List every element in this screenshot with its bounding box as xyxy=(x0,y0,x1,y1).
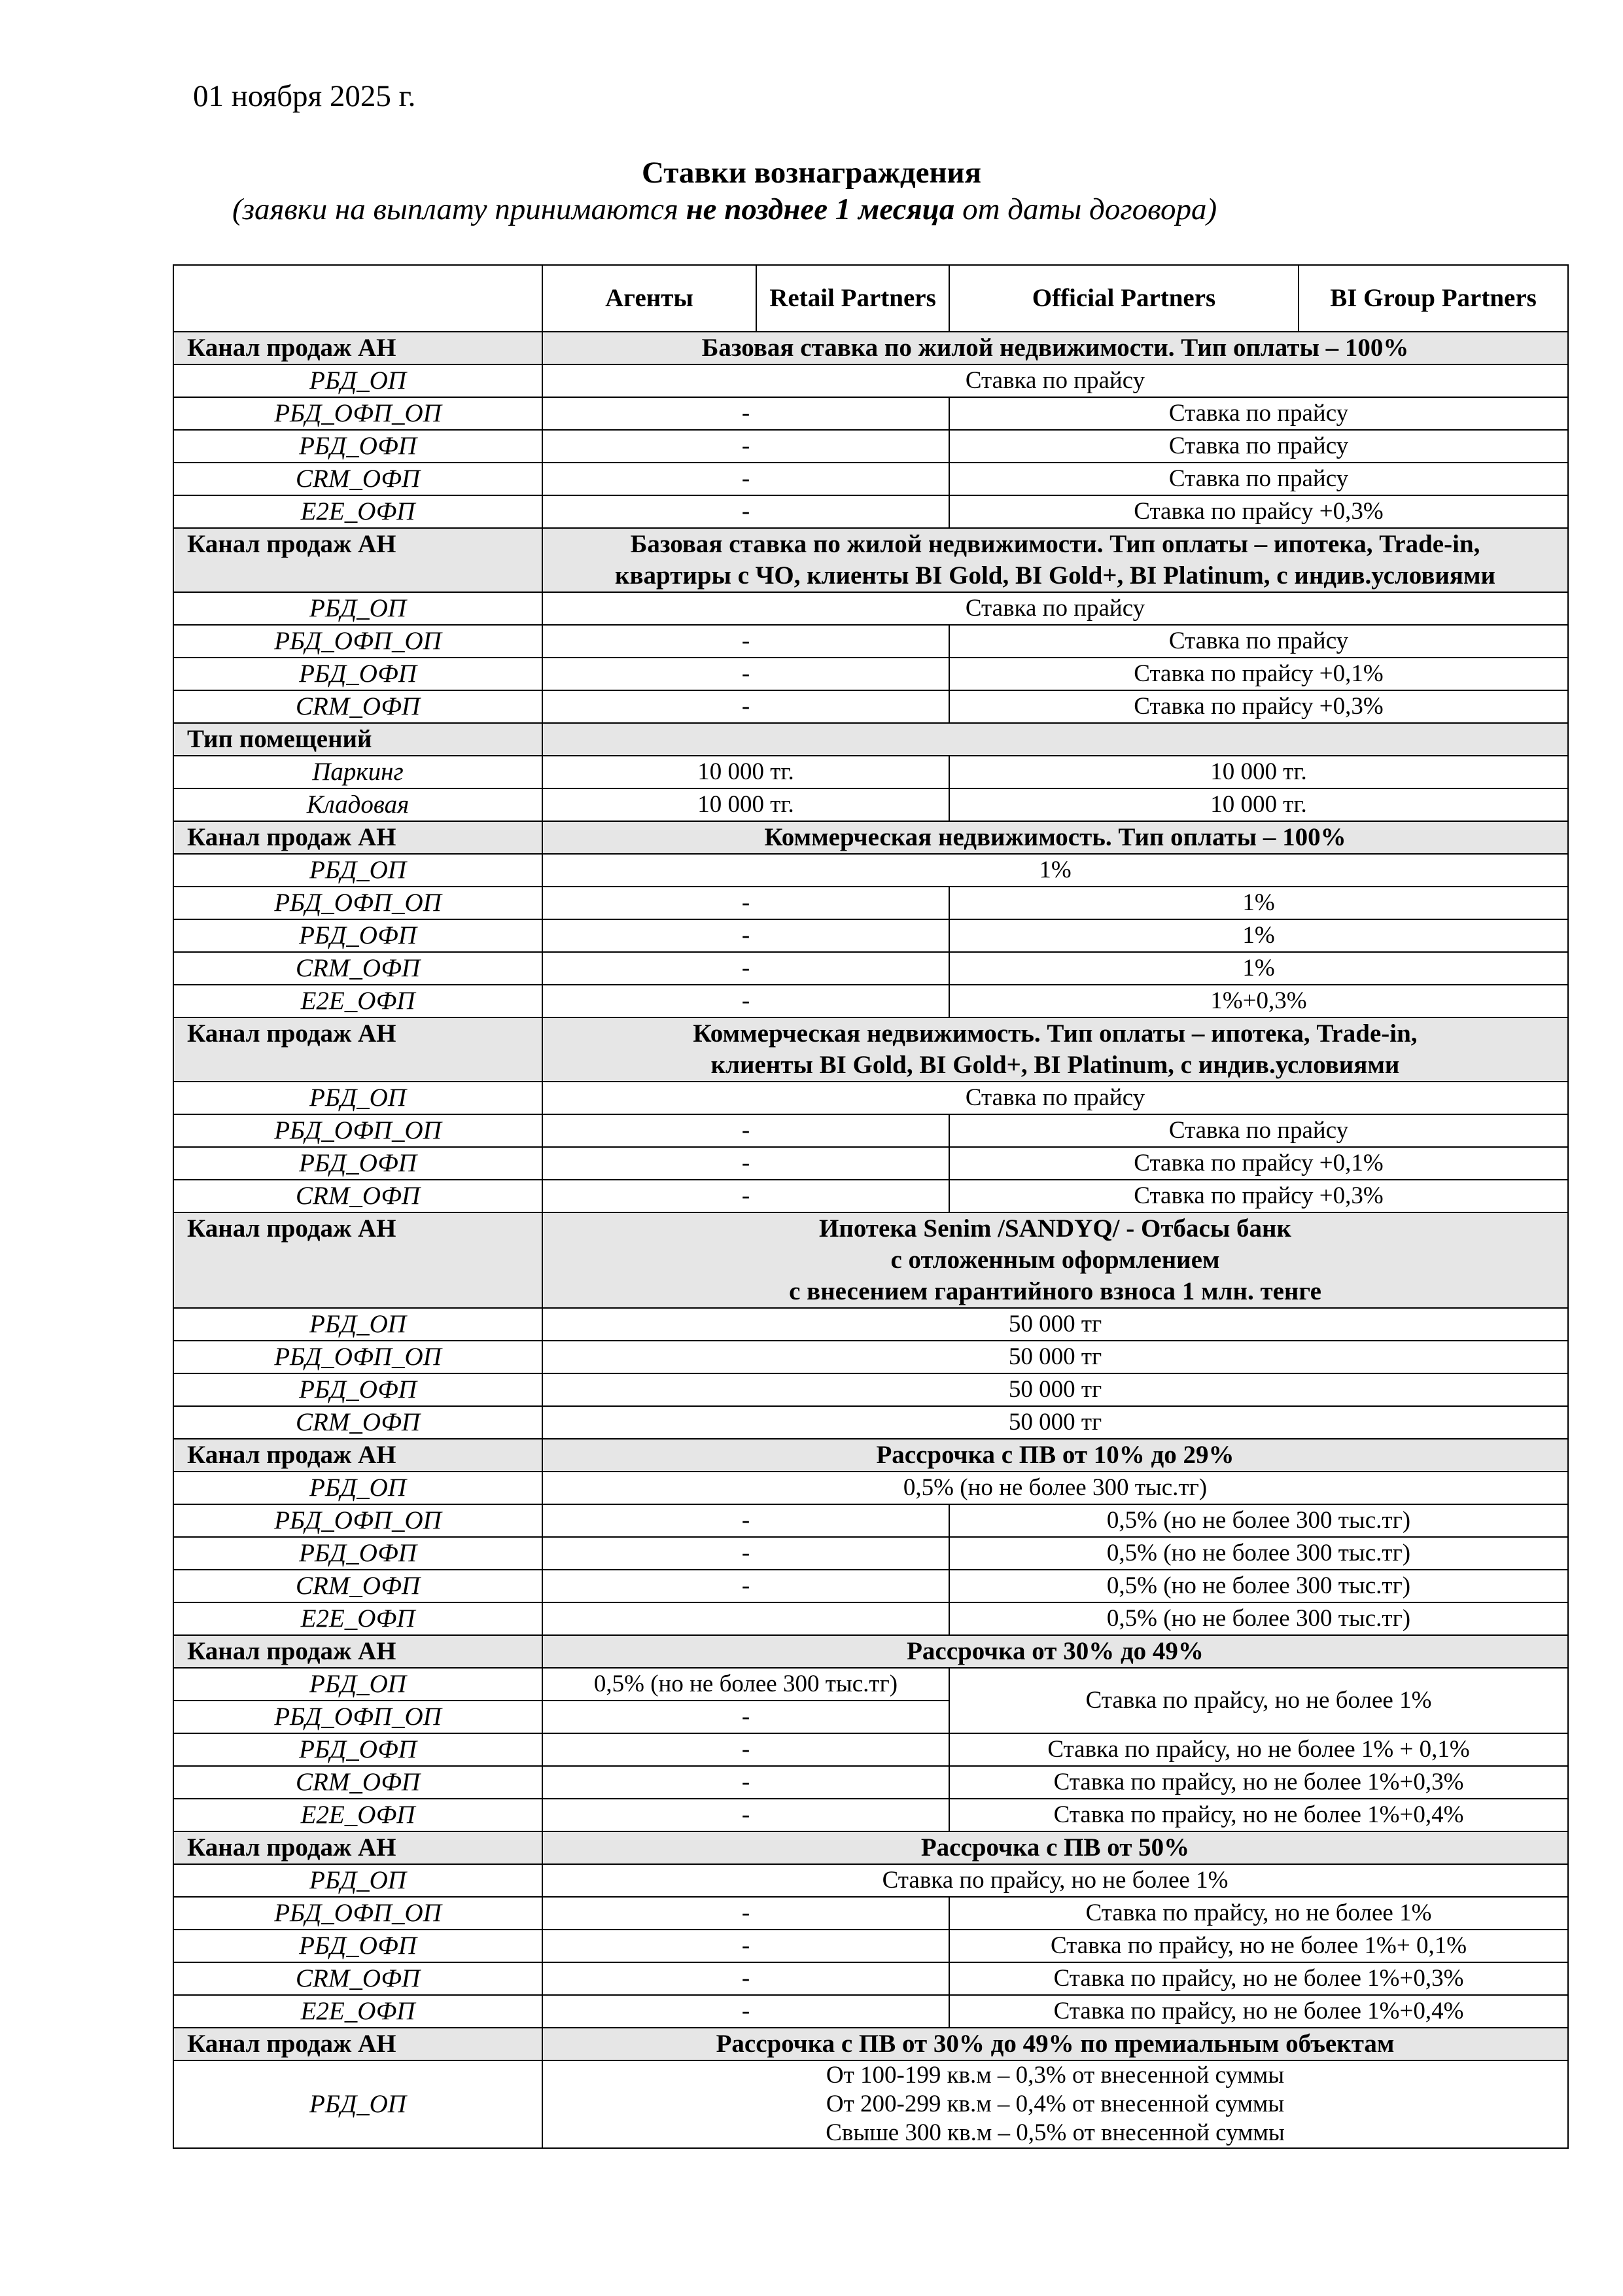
section-label: Канал продаж АН xyxy=(173,1831,542,1864)
section-title-line: квартиры с ЧО, клиенты BI Gold, BI Gold+, BI Platinum, с индив.условиями xyxy=(614,561,1495,590)
rate-cell-agents-retail: - xyxy=(542,1147,949,1180)
channel-cell: РБД_ОП xyxy=(173,592,542,625)
document-subtitle xyxy=(232,192,1217,227)
rate-cell-agents-retail: 10 000 тг. xyxy=(542,756,949,788)
section-title xyxy=(542,2028,1568,2060)
table-row xyxy=(173,788,1568,821)
document-date: 01 ноября 2025 г. xyxy=(193,79,416,113)
channel-cell: РБД_ОФП_ОП xyxy=(173,887,542,919)
channel-cell: РБД_ОФП_ОП xyxy=(173,1897,542,1930)
rate-cell-agents-retail: - xyxy=(542,1114,949,1147)
rate-cell-agents-retail: - xyxy=(542,463,949,495)
table-row xyxy=(173,1147,1568,1180)
rate-cell-all: 1% xyxy=(542,854,1568,887)
table-row xyxy=(173,1962,1568,1995)
rate-cell-agents-retail: - xyxy=(542,952,949,985)
rate-cell-partners: Ставка по прайсу xyxy=(949,397,1568,430)
table-row xyxy=(173,1668,1568,1701)
table-row xyxy=(173,430,1568,463)
section-title xyxy=(542,1212,1568,1308)
table-row xyxy=(173,658,1568,690)
subtitle-pre: (заявки на выплату принимаются xyxy=(232,192,686,226)
section-title-line: клиенты BI Gold, BI Gold+, BI Platinum, с индив.условиями xyxy=(710,1051,1400,1079)
table-row xyxy=(173,756,1568,788)
channel-cell: E2E_ОФП xyxy=(173,1799,542,1831)
rate-cell-partners: Ставка по прайсу, но не более 1% + 0,1% xyxy=(949,1733,1568,1766)
subtitle-post: от даты договора) xyxy=(954,192,1217,226)
rate-cell-partners: Ставка по прайсу +0,1% xyxy=(949,658,1568,690)
channel-cell: РБД_ОФП xyxy=(173,1147,542,1180)
rate-cell-all: Ставка по прайсу xyxy=(542,592,1568,625)
section-header-row xyxy=(173,1017,1568,1082)
channel-cell: РБД_ОФП_ОП xyxy=(173,1504,542,1537)
rate-cell-partners: Ставка по прайсу +0,3% xyxy=(949,495,1568,528)
channel-cell: РБД_ОФП xyxy=(173,1930,542,1962)
channel-cell: CRM_ОФП xyxy=(173,690,542,723)
section-title xyxy=(542,528,1568,592)
section-title-line: Базовая ставка по жилой недвижимости. Тип оплаты – 100% xyxy=(701,334,1409,362)
channel-cell: РБД_ОФП xyxy=(173,1733,542,1766)
table-row xyxy=(173,887,1568,919)
rate-cell-all: 50 000 тг xyxy=(542,1341,1568,1373)
rate-cell-partners: Ставка по прайсу, но не более 1%+0,3% xyxy=(949,1766,1568,1799)
section-title-line: Коммерческая недвижимость. Тип оплаты – ипотека, Trade-in, xyxy=(693,1019,1418,1048)
section-title-line: Коммерческая недвижимость. Тип оплаты – 100% xyxy=(764,823,1346,851)
rate-cell-partners: 1% xyxy=(949,887,1568,919)
table-row xyxy=(173,1733,1568,1766)
rate-cell-agents-retail: - xyxy=(542,887,949,919)
rate-cell-partners: Ставка по прайсу +0,3% xyxy=(949,690,1568,723)
table-row xyxy=(173,1373,1568,1406)
section-header-row xyxy=(173,1635,1568,1668)
rate-cell-partners: Ставка по прайсу xyxy=(949,625,1568,658)
channel-cell: E2E_ОФП xyxy=(173,1602,542,1635)
channel-cell: РБД_ОП xyxy=(173,2060,542,2148)
channel-cell: CRM_ОФП xyxy=(173,1180,542,1212)
rate-cell-agents-retail: - xyxy=(542,1930,949,1962)
section-header-row xyxy=(173,1212,1568,1308)
section-label: Канал продаж АН xyxy=(173,1212,542,1308)
channel-cell: РБД_ОФП xyxy=(173,919,542,952)
rate-cell-agents-retail: - xyxy=(542,1733,949,1766)
rate-cell-agents-retail: - xyxy=(542,430,949,463)
rate-cell-partners: Ставка по прайсу +0,3% xyxy=(949,1180,1568,1212)
channel-cell: CRM_ОФП xyxy=(173,1406,542,1439)
table-row xyxy=(173,397,1568,430)
table-row xyxy=(173,1114,1568,1147)
section-label: Канал продаж АН xyxy=(173,1017,542,1082)
rate-cell-partners: Ставка по прайсу, но не более 1%+0,4% xyxy=(949,1995,1568,2028)
section-title-line: Ипотека Senim /SANDYQ/ - Отбасы банк xyxy=(819,1214,1291,1243)
rate-cell-agents-retail: - xyxy=(542,1537,949,1570)
section-title-line: с внесением гарантийного взноса 1 млн. тенге xyxy=(789,1277,1321,1305)
rate-cell-all: 50 000 тг xyxy=(542,1308,1568,1341)
header-empty-cell xyxy=(173,265,542,332)
rate-cell-agents-retail: - xyxy=(542,1504,949,1537)
rate-cell-partners: 1% xyxy=(949,919,1568,952)
rate-cell-agents-retail: - xyxy=(542,919,949,952)
section-title xyxy=(542,821,1568,854)
section-header-row xyxy=(173,2028,1568,2060)
rate-cell-all: Ставка по прайсу xyxy=(542,1082,1568,1114)
table-row xyxy=(173,1537,1568,1570)
channel-cell: CRM_ОФП xyxy=(173,1570,542,1602)
section-header-row xyxy=(173,528,1568,592)
section-header-row xyxy=(173,821,1568,854)
rate-cell-partners: Ставка по прайсу, но не более 1% xyxy=(949,1897,1568,1930)
section-title xyxy=(542,1635,1568,1668)
channel-cell: РБД_ОП xyxy=(173,1308,542,1341)
section-label: Тип помещений xyxy=(173,723,542,756)
rate-cell-partners: Ставка по прайсу +0,1% xyxy=(949,1147,1568,1180)
section-label: Канал продаж АН xyxy=(173,528,542,592)
table-row xyxy=(173,952,1568,985)
table-row xyxy=(173,2060,1568,2148)
rate-cell-agents-retail: - xyxy=(542,397,949,430)
table-row xyxy=(173,919,1568,952)
table-row xyxy=(173,985,1568,1017)
rate-cell-partners: Ставка по прайсу, но не более 1%+0,4% xyxy=(949,1799,1568,1831)
rate-cell-partners: Ставка по прайсу xyxy=(949,430,1568,463)
channel-cell: E2E_ОФП xyxy=(173,495,542,528)
rate-cell-agents-retail: - xyxy=(542,1962,949,1995)
rate-cell-agents-retail: - xyxy=(542,690,949,723)
section-title xyxy=(542,1017,1568,1082)
channel-cell: РБД_ОП xyxy=(173,1668,542,1701)
rate-cell-agents-retail: - xyxy=(542,658,949,690)
channel-cell: РБД_ОП xyxy=(173,1082,542,1114)
rate-line: Свыше 300 кв.м – 0,5% от внесенной суммы xyxy=(826,2119,1285,2146)
channel-cell: РБД_ОФП xyxy=(173,430,542,463)
table-row xyxy=(173,1472,1568,1504)
rate-cell-partners: Ставка по прайсу xyxy=(949,463,1568,495)
channel-cell: E2E_ОФП xyxy=(173,1995,542,2028)
channel-cell: E2E_ОФП xyxy=(173,985,542,1017)
channel-cell: CRM_ОФП xyxy=(173,463,542,495)
column-header: Official Partners xyxy=(949,265,1299,332)
section-title xyxy=(542,1831,1568,1864)
section-title xyxy=(542,1439,1568,1472)
channel-cell: Кладовая xyxy=(173,788,542,821)
rate-cell-partners: 0,5% (но не более 300 тыс.тг) xyxy=(949,1504,1568,1537)
rate-cell-all xyxy=(542,2060,1568,2148)
channel-cell: РБД_ОФП xyxy=(173,658,542,690)
column-header: BI Group Partners xyxy=(1299,265,1568,332)
table-row xyxy=(173,495,1568,528)
table-row xyxy=(173,1799,1568,1831)
rate-cell-agents-retail: - xyxy=(542,1570,949,1602)
channel-cell: РБД_ОП xyxy=(173,1472,542,1504)
rate-cell-partners: 0,5% (но не более 300 тыс.тг) xyxy=(949,1602,1568,1635)
table-row xyxy=(173,592,1568,625)
table-row xyxy=(173,1864,1568,1897)
rates-table xyxy=(173,264,1569,2149)
table-row xyxy=(173,1406,1568,1439)
table-row xyxy=(173,1504,1568,1537)
rate-line: От 100-199 кв.м – 0,3% от внесенной суммы xyxy=(826,2062,1285,2089)
rate-cell-agents-retail: - xyxy=(542,1799,949,1831)
table-row xyxy=(173,1308,1568,1341)
section-title-line: Рассрочка с ПВ от 10% до 29% xyxy=(876,1441,1234,1469)
table-row xyxy=(173,1766,1568,1799)
section-title-line: Рассрочка с ПВ от 30% до 49% по премиальным объектам xyxy=(716,2030,1395,2058)
channel-cell: РБД_ОФП_ОП xyxy=(173,397,542,430)
rate-cell-partners: Ставка по прайсу, но не более 1% xyxy=(949,1668,1568,1733)
table-row xyxy=(173,1897,1568,1930)
rate-cell-all: 50 000 тг xyxy=(542,1406,1568,1439)
rate-cell-partners: 10 000 тг. xyxy=(949,788,1568,821)
table-row xyxy=(173,463,1568,495)
rate-cell-agents-retail: 10 000 тг. xyxy=(542,788,949,821)
channel-cell: CRM_ОФП xyxy=(173,952,542,985)
section-title xyxy=(542,723,1568,756)
section-label: Канал продаж АН xyxy=(173,332,542,364)
table-row xyxy=(173,1180,1568,1212)
rate-cell-partners: Ставка по прайсу, но не более 1%+ 0,1% xyxy=(949,1930,1568,1962)
rate-cell-agents-retail: - xyxy=(542,1701,949,1733)
rate-cell-agents-retail: - xyxy=(542,985,949,1017)
section-label: Канал продаж АН xyxy=(173,1635,542,1668)
rate-cell-agents-retail: - xyxy=(542,1180,949,1212)
table-row xyxy=(173,1082,1568,1114)
section-title xyxy=(542,332,1568,364)
table-row xyxy=(173,364,1568,397)
section-title-line: Рассрочка от 30% до 49% xyxy=(907,1637,1204,1665)
rate-cell-agents-retail: - xyxy=(542,1897,949,1930)
section-header-row xyxy=(173,332,1568,364)
rate-cell-all: Ставка по прайсу, но не более 1% xyxy=(542,1864,1568,1897)
section-label: Канал продаж АН xyxy=(173,1439,542,1472)
channel-cell: Паркинг xyxy=(173,756,542,788)
rate-cell-agents-retail xyxy=(542,1602,949,1635)
column-header: Retail Partners xyxy=(756,265,949,332)
channel-cell: РБД_ОФП_ОП xyxy=(173,1701,542,1733)
channel-cell: РБД_ОФП_ОП xyxy=(173,625,542,658)
table-row xyxy=(173,690,1568,723)
section-label: Канал продаж АН xyxy=(173,2028,542,2060)
table-row xyxy=(173,1995,1568,2028)
section-title-line: Рассрочка с ПВ от 50% xyxy=(920,1833,1190,1862)
rate-cell-partners: 0,5% (но не более 300 тыс.тг) xyxy=(949,1570,1568,1602)
channel-cell: CRM_ОФП xyxy=(173,1962,542,1995)
table-header-row xyxy=(173,265,1568,332)
rate-cell-all: 50 000 тг xyxy=(542,1373,1568,1406)
table-row xyxy=(173,1930,1568,1962)
section-label: Канал продаж АН xyxy=(173,821,542,854)
section-title-line: Базовая ставка по жилой недвижимости. Тип оплаты – ипотека, Trade-in, xyxy=(630,530,1480,558)
rate-cell-partners: Ставка по прайсу xyxy=(949,1114,1568,1147)
table-row xyxy=(173,1602,1568,1635)
rate-cell-agents-retail: - xyxy=(542,625,949,658)
rate-cell-agents-retail: - xyxy=(542,1766,949,1799)
channel-cell: РБД_ОП xyxy=(173,854,542,887)
rate-line: От 200-299 кв.м – 0,4% от внесенной суммы xyxy=(826,2091,1285,2117)
section-header-row xyxy=(173,1831,1568,1864)
rate-cell-partners: 1%+0,3% xyxy=(949,985,1568,1017)
rate-cell-all: 0,5% (но не более 300 тыс.тг) xyxy=(542,1472,1568,1504)
rate-cell-agents-retail: - xyxy=(542,1995,949,2028)
table-row xyxy=(173,625,1568,658)
document-title: Ставки вознаграждения xyxy=(641,156,982,190)
channel-cell: РБД_ОФП xyxy=(173,1373,542,1406)
table-row xyxy=(173,1341,1568,1373)
rate-cell-agents-retail: 0,5% (но не более 300 тыс.тг) xyxy=(542,1668,949,1701)
rate-cell-partners: 10 000 тг. xyxy=(949,756,1568,788)
section-header-row xyxy=(173,723,1568,756)
channel-cell: CRM_ОФП xyxy=(173,1766,542,1799)
channel-cell: РБД_ОФП_ОП xyxy=(173,1341,542,1373)
rate-cell-partners: 1% xyxy=(949,952,1568,985)
rate-cell-agents-retail: - xyxy=(542,495,949,528)
column-header: Агенты xyxy=(542,265,756,332)
channel-cell: РБД_ОП xyxy=(173,1864,542,1897)
table-row xyxy=(173,1570,1568,1602)
channel-cell: РБД_ОФП_ОП xyxy=(173,1114,542,1147)
subtitle-bold: не позднее 1 месяца xyxy=(686,192,955,226)
rate-cell-partners: Ставка по прайсу, но не более 1%+0,3% xyxy=(949,1962,1568,1995)
channel-cell: РБД_ОФП xyxy=(173,1537,542,1570)
table-row xyxy=(173,854,1568,887)
rate-cell-all: Ставка по прайсу xyxy=(542,364,1568,397)
section-title-line: с отложенным оформлением xyxy=(890,1246,1220,1274)
section-header-row xyxy=(173,1439,1568,1472)
channel-cell: РБД_ОП xyxy=(173,364,542,397)
rate-cell-partners: 0,5% (но не более 300 тыс.тг) xyxy=(949,1537,1568,1570)
